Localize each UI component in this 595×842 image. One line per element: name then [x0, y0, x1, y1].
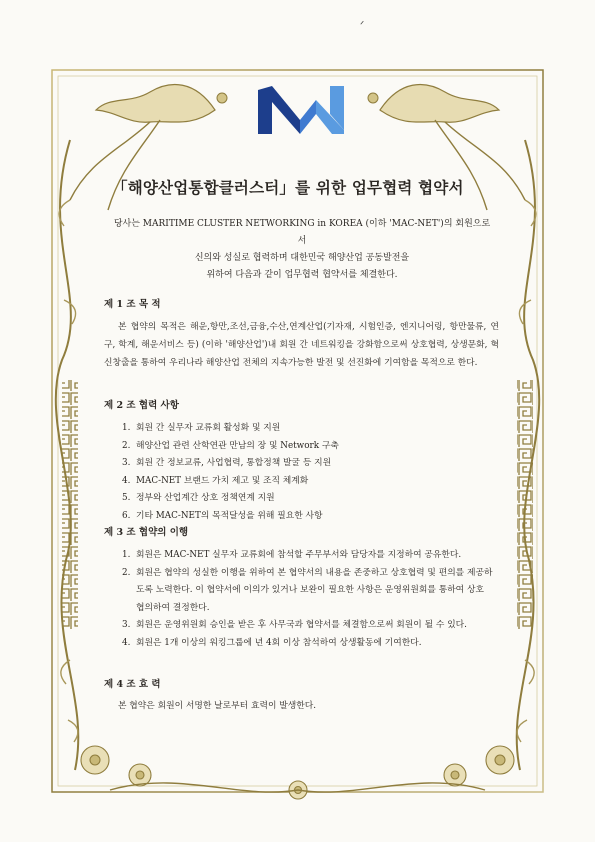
list-item: 5. 정부와 산업계간 상호 정책연계 지원	[122, 493, 275, 503]
bottom-floral-ornament	[81, 746, 514, 799]
list-item: 1. 회원은 MAC-NET 실무자 교류회에 참석할 주무부서와 담당자를 지정하여 공유한다.	[122, 550, 462, 560]
article-4-heading: 제 4 조 효 력	[104, 679, 161, 690]
list-item: 2. 해양산업 관련 산학연관 만남의 장 및 Network 구축	[122, 440, 339, 451]
list-item: 1. 회원 간 실무자 교류회 활성화 및 지원	[122, 423, 281, 433]
intro-line: 신의와 성실로 협력하며 대한민국 해양산업 공동발전을	[194, 253, 410, 263]
logo-text: MN	[56, 84, 58, 85]
list-item: 4. 회원은 1개 이상의 워킹그룹에 년 4회 이상 참석하여 상생활동에 기여한다.	[122, 637, 422, 648]
mn-logo	[56, 84, 346, 136]
document-title: 「해양산업통합클러스터」를 위한 업무협력 협약서	[112, 178, 464, 197]
article-1-paragraph: 본 협약의 목적은 해운,항만,조선,금융,수산,연계산업(기자재, 시험인증, 엔지니어링, 항만물류, 연구, 학계, 해운서비스 등) (이하 '해양산업')내 회원 간 네트워킹을 강화함으로써 상호협력, 상생문화, 혁신창출을 통하여 우리나라 해양산업 전체의 지속가능한 발전 및 선진화에 기여함을 목적으로 한다.	[104, 322, 499, 368]
stray-mark: ᐟ	[360, 20, 365, 31]
article-1-heading: 제 1 조 목 적	[104, 299, 161, 310]
intro-line: 위하여 다음과 같이 업무협력 협약서를 체결한다.	[206, 270, 398, 280]
article-3-list	[122, 547, 494, 652]
article-4-paragraph: 본 협약은 회원이 서명한 날로부터 효력이 발생한다.	[118, 701, 317, 711]
intro-paragraph	[112, 216, 492, 284]
list-item: 3. 회원 간 정보교류, 사업협력, 통합정책 발굴 등 지원	[122, 458, 332, 468]
article-2-heading: 제 2 조 협력 사항	[104, 400, 179, 411]
list-item: 3. 회원은 운영위원회 승인을 받은 후 사무국과 협약서를 체결함으로써 회원이 될 수 있다.	[122, 620, 467, 630]
article-3-heading: 제 3 조 협약의 이행	[104, 527, 189, 538]
intro-line: 당사는 MARITIME CLUSTER NETWORKING in KOREA (이하 'MAC-NET')의 회원으로서	[113, 219, 491, 246]
article-2-list	[122, 420, 494, 525]
list-item: 4. MAC-NET 브랜드 가치 제고 및 조직 체계화	[122, 475, 309, 486]
list-item: 6. 기타 MAC-NET의 목적달성을 위해 필요한 사항	[122, 510, 323, 521]
list-item: 2. 회원은 협약의 성실한 이행을 위하여 본 협약서의 내용을 존중하고 상호협력 및 편의를 제공하도록 노력한다. 이 협약서에 이의가 있거나 보완이 필요한 사항은 운영위원회를 통하여 상호 협의하여 결정한다.	[122, 567, 493, 613]
